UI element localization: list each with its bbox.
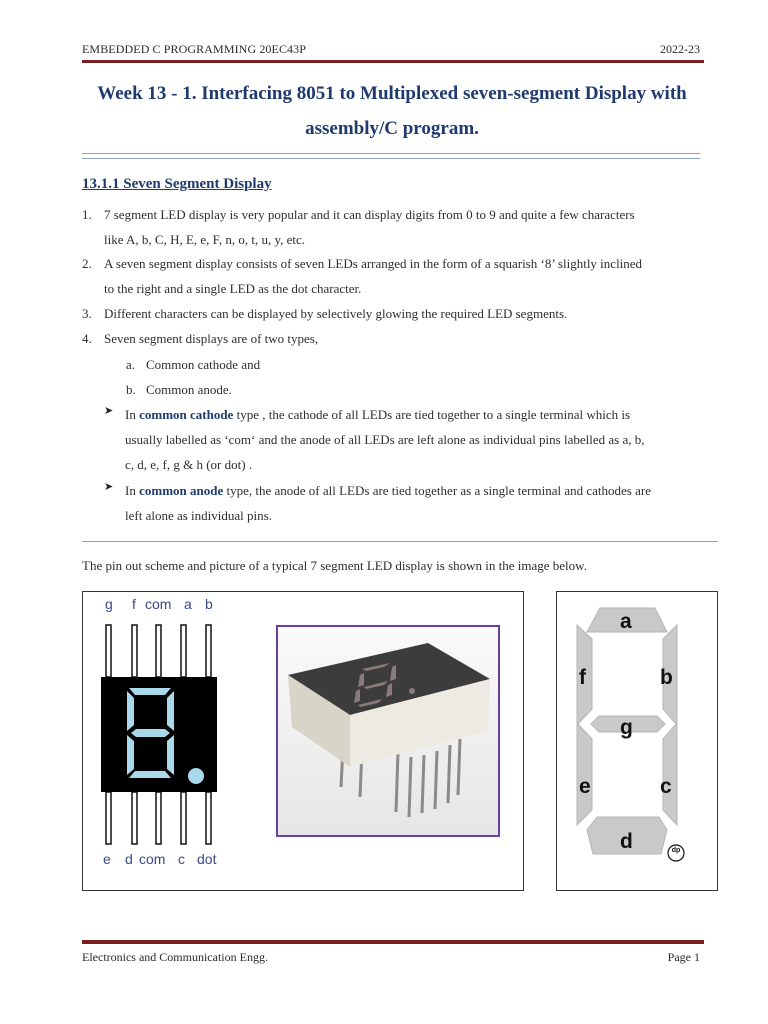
pin-label-top: a <box>184 596 192 612</box>
footer-page-number: Page 1 <box>667 950 700 964</box>
segment-label-f: f <box>579 666 586 689</box>
pin-label-bottom: e <box>103 851 111 867</box>
footer-department: Electronics and Communication Engg. <box>82 950 268 964</box>
sub-item-text: Common cathode and <box>146 357 261 372</box>
header-year: 2022-23 <box>660 42 700 56</box>
arrow-bullet-icon: ➤ <box>104 405 114 417</box>
pin-label-bottom: dot <box>197 851 217 867</box>
segment-label-g: g <box>620 716 633 739</box>
list-number: 2. <box>82 256 92 271</box>
pin-label-bottom: com <box>139 851 166 867</box>
sub-item-number: a. <box>126 357 136 372</box>
page-title <box>82 76 702 146</box>
segment-label-figure-box <box>556 591 718 891</box>
pin-label-bottom: c <box>178 851 185 867</box>
segment-label-d: d <box>620 830 633 853</box>
pin-label-top: f <box>132 596 136 612</box>
segment-label-c: c <box>660 775 672 798</box>
bullet-text-line: left alone as individual pins. <box>125 508 272 523</box>
title-line-1: Week 13 - 1. Interfacing 8051 to Multiplexed seven-segment Display with <box>97 83 687 104</box>
list-item-text: to the right and a single LED as the dot character. <box>104 281 362 296</box>
list-number: 3. <box>82 306 92 321</box>
header-rule <box>82 60 704 63</box>
pin-label-top: b <box>205 596 213 612</box>
header-course-title: EMBEDDED C PROGRAMMING 20EC43P <box>82 42 307 56</box>
list-item-text: Seven segment displays are of two types, <box>104 331 319 346</box>
pinout-figure-box <box>82 591 524 891</box>
list-number: 1. <box>82 207 92 222</box>
list-item-text: 7 segment LED display is very popular and it can display digits from 0 to 9 and quite a few characters <box>104 207 635 222</box>
footer-rule <box>82 940 704 944</box>
pin-label-top: g <box>105 596 113 612</box>
segment-label-e: e <box>579 775 591 798</box>
bullet-common-anode: In common anode type, the anode of all LEDs are tied together as a single terminal and cathodes are <box>125 483 651 498</box>
section-rule <box>82 541 718 542</box>
list-item-text: A seven segment display consists of seven LEDs arranged in the form of a squarish ‘8’ slightly inclined <box>104 256 643 271</box>
figure-caption: The pin out scheme and picture of a typical 7 segment LED display is shown in the image below. <box>82 558 587 573</box>
highlight-term: common anode <box>139 483 224 498</box>
bullet-text-line: usually labelled as ‘com‘ and the anode of all LEDs are left alone as individual pins labelled as a, b, <box>125 432 645 447</box>
title-rule-top <box>82 153 700 154</box>
list-item-text: Different characters can be displayed by selectively glowing the required LED segments. <box>104 306 568 321</box>
sub-item-number: b. <box>126 382 136 397</box>
bullet-text-line: c, d, e, f, g & h (or dot) . <box>125 457 253 472</box>
title-line-2: assembly/C program. <box>305 118 479 139</box>
pin-label-bottom: d <box>125 851 133 867</box>
section-heading: 13.1.1 Seven Segment Display <box>82 176 272 192</box>
segment-label-a: a <box>620 610 632 633</box>
arrow-bullet-icon: ➤ <box>104 481 114 493</box>
led-display-photo <box>276 625 500 837</box>
highlight-term: common cathode <box>139 407 234 422</box>
segment-label-dp: dp <box>671 847 681 854</box>
led-display-photo-illustration <box>278 627 498 835</box>
sub-item-text: Common anode. <box>146 382 232 397</box>
list-item-text: like A, b, C, H, E, e, F, n, o, t, u, y, etc. <box>104 232 306 247</box>
segment-label-diagram <box>557 592 717 890</box>
segment-label-b: b <box>660 666 673 689</box>
title-rule-bottom <box>82 158 700 159</box>
pin-label-top: com <box>145 596 172 612</box>
list-number: 4. <box>82 331 92 346</box>
bullet-common-cathode: In common cathode type , the cathode of all LEDs are tied together to a single terminal which is <box>125 407 631 422</box>
